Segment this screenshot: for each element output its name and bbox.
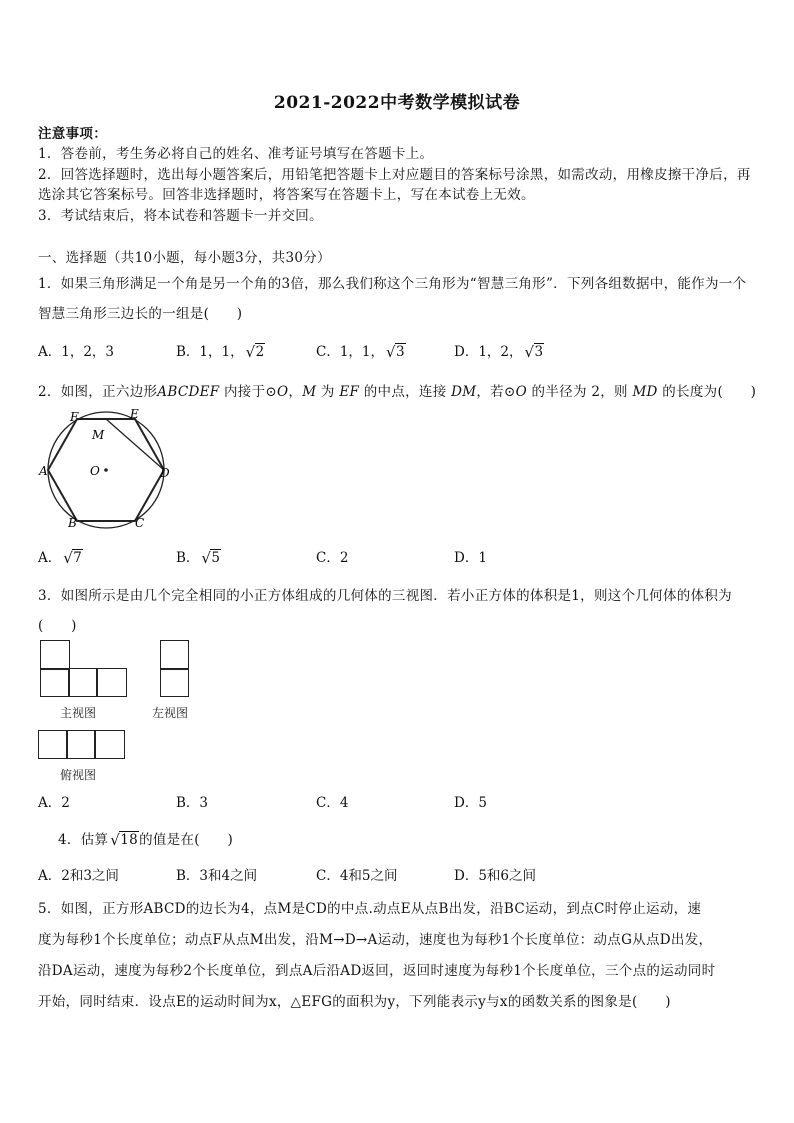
section-heading: 一、选择题（共10小题，每小题3分，共30分） xyxy=(38,250,331,266)
q2-option-d: D．1 xyxy=(454,550,487,566)
front-view-cell xyxy=(68,668,98,697)
left-view-caption: 左视图 xyxy=(152,706,189,720)
label-f: F xyxy=(70,410,79,424)
notice-item-3: 3．考试结束后，将本试卷和答题卡一并交回。 xyxy=(38,208,323,224)
left-view-cell xyxy=(160,640,189,670)
left-view-cell xyxy=(160,668,189,697)
front-view-cell xyxy=(96,668,127,697)
q4-option-c: C．4和5之间 xyxy=(316,868,398,884)
q4-option-a: A．2和3之间 xyxy=(38,868,119,884)
q2-stem: 2．如图，正六边形ABCDEF 内接于⊙O，M 为 EF 的中点，连接 DM，若⊙O 的半径为 2，则 MD 的长度为( ) xyxy=(38,384,757,400)
label-a: A xyxy=(39,464,48,478)
q2-option-b-radicand: 5 xyxy=(211,550,221,566)
label-d: D xyxy=(160,466,170,480)
label-o: O xyxy=(90,464,100,478)
q4-radicand: 18 xyxy=(120,832,139,848)
q2-option-c: C．2 xyxy=(316,550,349,566)
front-view-cell xyxy=(40,640,70,670)
q3-option-b: B．3 xyxy=(176,795,209,811)
q5-stem-line1: 5．如图，正方形ABCD的边长为4，点M是CD的中点.动点E从点B出发，沿BC运动，到点C时停止运动，速 xyxy=(38,901,702,917)
q4-option-d: D．5和6之间 xyxy=(454,868,537,884)
notice-item-2-cont: 选涂其它答案标号。回答非选择题时，将答案写在答题卡上，写在本试卷上无效。 xyxy=(38,187,535,203)
q2-option-b: B． √ 5 xyxy=(176,549,221,567)
label-e: E xyxy=(130,407,139,421)
label-b: B xyxy=(68,516,77,530)
q2-option-a-radicand: 7 xyxy=(73,550,82,566)
q1-option-a: A．1，2，3 xyxy=(38,344,115,360)
q3-option-d: D．5 xyxy=(454,795,487,811)
q5-stem-line4: 开始，同时结束．设点E的运动时间为x，△EFG的面积为y，下列能表示y与x的函数关系的图象是( ) xyxy=(38,994,671,1010)
top-view-cell xyxy=(66,730,96,759)
q2-option-a: A． √ 7 xyxy=(38,549,82,567)
notice-heading: 注意事项： xyxy=(38,126,107,142)
q4-option-b: B．3和4之间 xyxy=(176,868,258,884)
q1-option-b-radicand: 2 xyxy=(255,344,265,360)
q3-stem-line2: ( ) xyxy=(38,618,77,634)
front-view-caption: 主视图 xyxy=(60,706,97,720)
top-view-cell xyxy=(38,730,68,759)
q1-stem-line1: 1．如果三角形满足一个角是另一个角的3倍，那么我们称这个三角形为“智慧三角形”．下列各组数据中，能作为一个 xyxy=(38,276,747,292)
label-m: M xyxy=(92,428,105,442)
q1-option-d-radicand: 3 xyxy=(534,344,544,360)
q1-option-b: B．1，1， √ 2 xyxy=(176,343,265,361)
q1-option-c: C．1，1， √ 3 xyxy=(316,343,405,361)
top-view-caption: 俯视图 xyxy=(60,768,97,782)
q1-stem-line2: 智慧三角形三边长的一组是( ) xyxy=(38,306,243,322)
q4-stem: 4．估算 √ 18的值是在( ) xyxy=(58,831,234,849)
q1-option-d: D．1，2， √ 3 xyxy=(454,343,544,361)
top-view-cell xyxy=(94,730,125,759)
segment-md xyxy=(106,419,164,470)
label-c: C xyxy=(135,516,145,530)
q3-option-c: C．4 xyxy=(316,795,349,811)
front-view-cell xyxy=(40,668,70,697)
q5-stem-line3: 沿DA运动，速度为每秒2个长度单位，到点A后沿AD返回，返回时速度为每秒1个长度单位，三个点的运动同时 xyxy=(38,963,716,979)
q3-stem-line1: 3．如图所示是由几个完全相同的小正方体组成的几何体的三视图．若小正方体的体积是1，则这个几何体的体积为 xyxy=(38,588,732,604)
notice-item-1: 1．答卷前，考生务必将自己的姓名、准考证号填写在答题卡上。 xyxy=(38,146,434,162)
notice-item-2: 2．回答选择题时，选出每小题答案后，用铅笔把答题卡上对应题目的答案标号涂黑，如需改动，用橡皮擦干净后，再 xyxy=(38,167,751,183)
q1-option-c-radicand: 3 xyxy=(396,344,405,360)
center-point-o xyxy=(104,468,108,472)
hexagon-circle-figure xyxy=(30,405,180,535)
q5-stem-line2: 度为每秒1个长度单位；动点F从点M出发，沿M→D→A运动，速度也为每秒1个长度单位：动点G从点D出发， xyxy=(38,932,713,948)
q3-option-a: A．2 xyxy=(38,795,70,811)
exam-title: 2021-2022中考数学模拟试卷 xyxy=(273,93,521,113)
